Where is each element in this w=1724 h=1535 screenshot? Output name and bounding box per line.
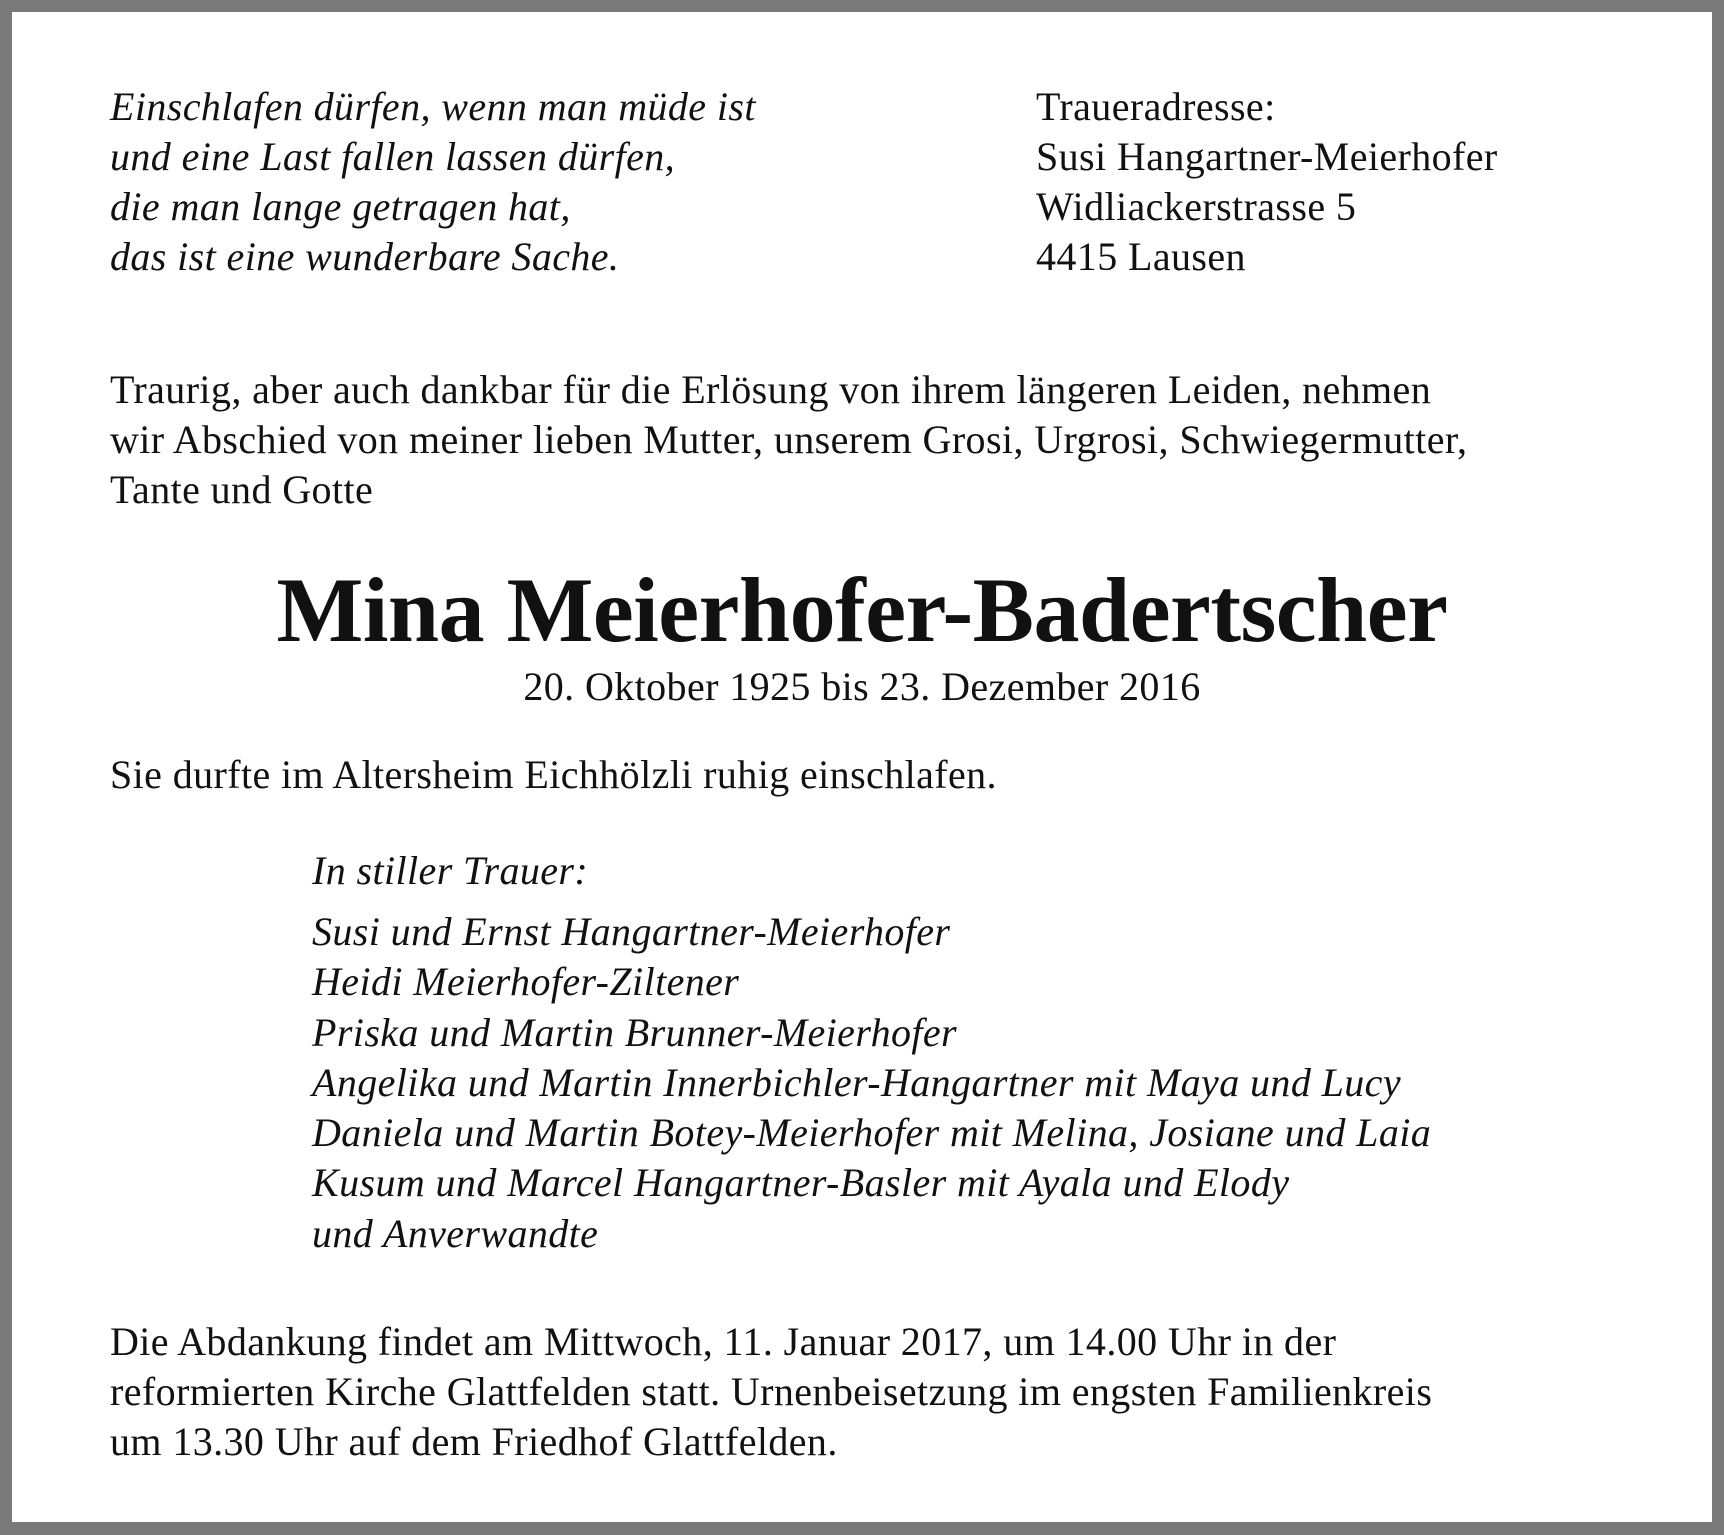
poem-line: das ist eine wunderbare Sache. (110, 234, 620, 279)
intro-line: Traurig, aber auch dankbar für die Erlösung von ihrem längeren Leiden, nehmen (110, 367, 1432, 412)
service-line: Die Abdankung findet am Mittwoch, 11. Januar 2017, um 14.00 Uhr in der (110, 1319, 1337, 1364)
intro-paragraph (110, 365, 1467, 515)
intro-line: Tante und Gotte (110, 467, 374, 512)
address-label: Traueradresse: (1036, 84, 1276, 129)
mourner: Daniela und Martin Botey-Meierhofer mit Melina, Josiane und Laia (312, 1110, 1432, 1156)
service-line: reformierten Kirche Glattfelden statt. Urnenbeisetzung im engsten Familienkreis (110, 1369, 1433, 1414)
address-line: Susi Hangartner-Meierhofer (1036, 134, 1498, 179)
deceased-name: Mina Meierhofer-Badertscher (276, 559, 1448, 661)
address-line: Widliackerstrasse 5 (1036, 184, 1357, 229)
mourner: und Anverwandte (312, 1210, 599, 1256)
poem-line: die man lange getragen hat, (110, 184, 571, 229)
mourner: Kusum und Marcel Hangartner-Basler mit Ayala und Elody (312, 1160, 1290, 1206)
life-dates: 20. Oktober 1925 bis 23. Dezember 2016 (523, 664, 1201, 709)
statement: Sie durfte im Altersheim Eichhölzli ruhig einschlafen. (110, 752, 997, 797)
poem-line: Einschlafen dürfen, wenn man müde ist (110, 84, 756, 129)
poem-line: und eine Last fallen lassen dürfen, (110, 134, 676, 179)
service-details (110, 1317, 1432, 1467)
service-line: um 13.30 Uhr auf dem Friedhof Glattfelden. (110, 1419, 838, 1464)
mourner: Priska und Martin Brunner-Meierhofer (312, 1009, 958, 1055)
mourners-heading: In stiller Trauer: (312, 848, 589, 893)
poem (110, 82, 756, 282)
mourner: Heidi Meierhofer-Ziltener (312, 959, 740, 1005)
mourning-address (1036, 82, 1498, 282)
mourner: Susi und Ernst Hangartner-Meierhofer (312, 909, 951, 954)
mourners-list (312, 907, 1431, 1259)
address-line: 4415 Lausen (1036, 234, 1246, 279)
mourner: Angelika und Martin Innerbichler-Hangartner mit Maya und Lucy (312, 1059, 1401, 1105)
intro-line: wir Abschied von meiner lieben Mutter, unserem Grosi, Urgrosi, Schwiegermutter, (110, 417, 1468, 462)
